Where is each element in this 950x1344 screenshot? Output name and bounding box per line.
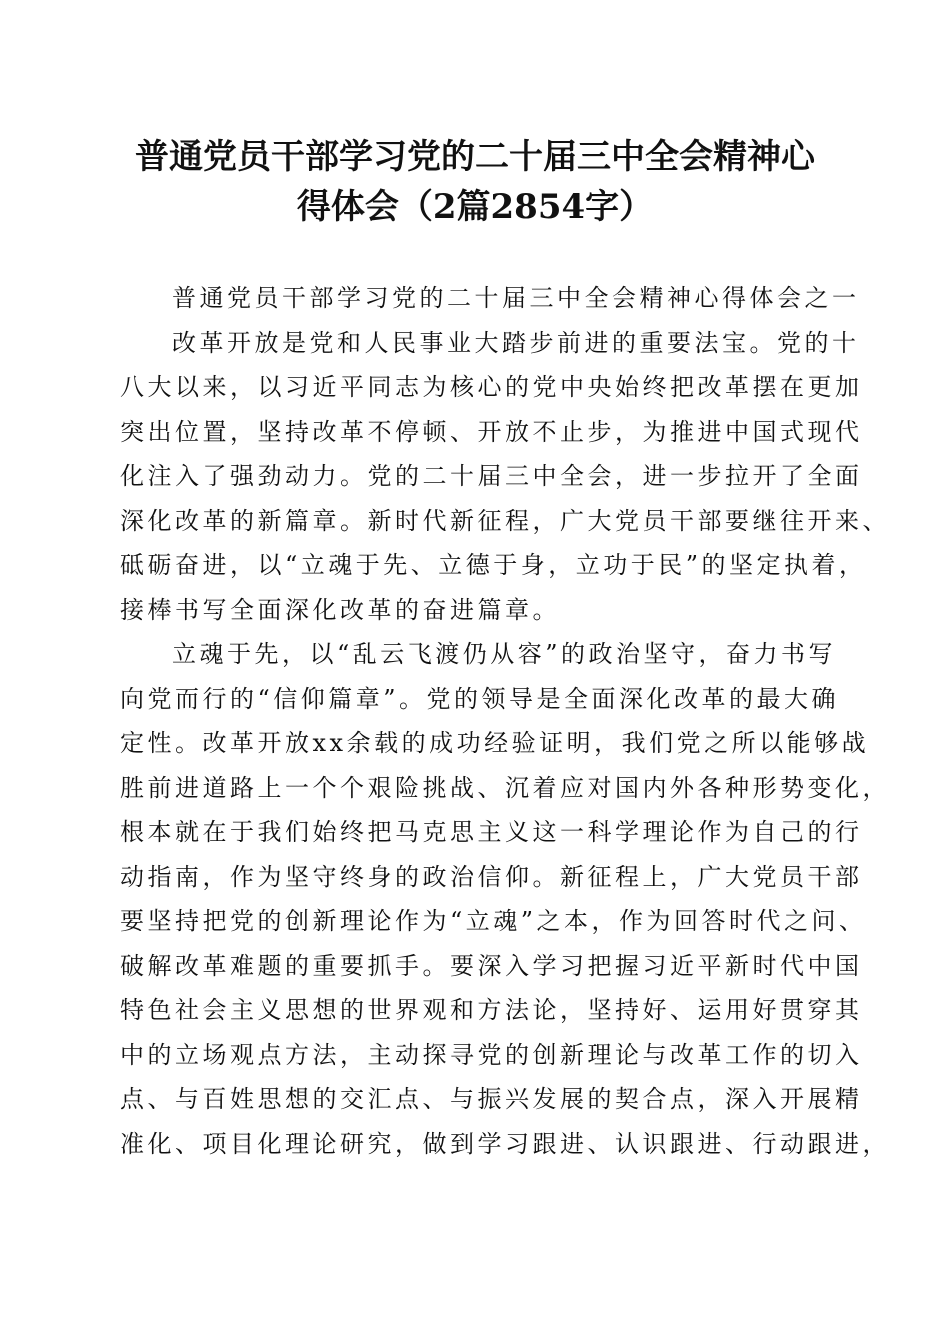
paragraph-1-line: 化注入了强劲动力。党的二十届三中全会，进一步拉开了全面 [120,462,863,490]
paragraph-2-line: 点、与百姓思想的交汇点、与振兴发展的契合点，深入开展精 [120,1085,863,1113]
paragraph-1-line: 接棒书写全面深化改革的奋进篇章。 [120,595,560,624]
paragraph-1-line: 砥砺奋进，以“立魂于先、立德于身，立功于民”的坚定执着， [120,551,867,579]
paragraph-2-line: 胜前进道路上一个个艰险挑战、沉着应对国内外各种形势变化， [120,773,890,802]
paragraph-2-line: 要坚持把党的创新理论作为“立魂”之本，作为回答时代之问、 [120,907,867,935]
paragraph-2-line: 特色社会主义思想的世界观和方法论，坚持好、运用好贯穿其 [120,996,863,1024]
paragraph-1-line: 八大以来，以习近平同志为核心的党中央始终把改革摆在更加 [120,373,863,401]
document-title [110,132,840,232]
paragraph-2-line: 立魂于先，以“乱云飞渡仍从容”的政治坚守，奋力书写 [172,640,837,668]
paragraph-2-line: 定性。改革开放xx余载的成功经验证明，我们党之所以能够战 [120,729,870,757]
title-line-1: 普通党员干部学习党的二十届三中全会精神心 [135,137,815,177]
paragraph-1-line: 深化改革的新篇章。新时代新征程，广大党员干部要继往开来、 [120,506,890,535]
paragraph-2-line: 准化、项目化理论研究，做到学习跟进、认识跟进、行动跟进， [120,1129,890,1158]
paragraph-2-line: 动指南，作为坚守终身的政治信仰。新征程上，广大党员干部 [120,862,863,891]
paragraph-2-line: 破解改革难题的重要抓手。要深入学习把握习近平新时代中国 [120,951,863,980]
paragraph-2-line: 中的立场观点方法，主动探寻党的创新理论与改革工作的切入 [120,1040,863,1069]
paragraph-2-line: 向党而行的“信仰篇章”。党的领导是全面深化改革的最大确 [120,684,840,713]
section-subtitle: 普通党员干部学习党的二十届三中全会精神心得体会之一 [172,284,860,312]
document-body [120,276,890,1166]
paragraph-1-line: 突出位置，坚持改革不停顿、开放不止步，为推进中国式现代 [120,417,863,446]
paragraph-2-line: 根本就在于我们始终把马克思主义这一科学理论作为自己的行 [120,818,863,846]
paragraph-1-line: 改革开放是党和人民事业大踏步前进的重要法宝。党的十 [172,328,860,357]
title-line-2: 得体会（2篇2854字） [296,187,654,227]
